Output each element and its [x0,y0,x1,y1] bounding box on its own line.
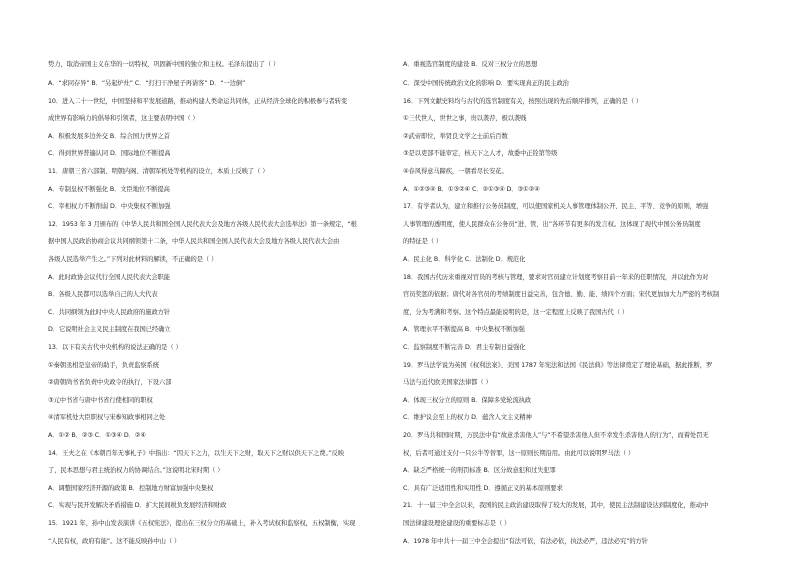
text-line: ②唐朝尚书省负责中央政令的执行，下设六部 [48,379,172,386]
option-line: A．①② B．②③ C．①③④ D．②④ [48,432,146,439]
text-line: ③是以吏部不能审定，核天下之人才，故委中正铨第等级 [403,150,558,157]
question-14: 14．王夫之在《本朝百年无事札子》中指出：“因天下之力，以生天下之财，取天下之财以供天下之费。”反映 [48,450,345,457]
option-line: C．共同纲领为此时中央人民政府的施政方针 [48,309,171,316]
option-line: D．它说明社会主义民主制度在我国已经确立 [48,326,171,333]
text-line: ④春风得意马蹄疾，一朝看尽长安花。 [403,168,508,175]
option-line: C．实现与民开发解决矛盾措施 D．扩大民间税负发展经济和财政 [48,502,227,509]
question-11: 11．唐朝三省六部制、明朝内阁、清朝军机处等机构的设立，本质上反映了（ ） [48,168,269,175]
option-line: A．专制皇权不断强化 B．文臣地位不断提高 [48,186,170,193]
text-line: ②武帝即位，举贤良文学之士前后百数 [403,133,508,140]
option-line: A．民主化 B．科学化 C．法制化 D．规范化 [403,256,526,263]
question-12: 12．1953 年 3 月颁布的《中华人民共和国全国人民代表大会及地方各级人民代表大会选举法》第一条规定，“根 [48,221,357,228]
option-line: C．深受中国传统政治文化的影响 D．要实现真正的民主政治 [403,80,569,87]
question-19: 19．罗马法学说为英国《权利法案》、美国 1787 年宪法和法国《民法典》等法律奠定了理论基础，据此推断，罗 [403,362,713,369]
text-line: ①三代世人，世世之事，贵以袭荐，极以袭贱 [403,115,527,122]
text-line: 成世界有影响力的倡导和引领者，这主要表明中国（ ） [48,115,199,122]
option-line: A．调整国家经济开源的政策 B．控制地方财富加强中央集权 [48,485,214,492]
text-line: 官员奖惩的依据；唐代对各官员的考绩制度日益完善，包含德、勤、能、绩四个方面；宋代更加加大力严密的考核制 [403,291,720,298]
option-line: A．体现三权分立的原则 B．保障多党轮流执政 [403,397,532,404]
option-line: B．各级人民都可以选举自己的人大代表 [48,291,158,298]
text-line: 势力，取消帝国主义在华的一切特权，巩固新中国的独立和主权。毛泽东提出了（ ） [48,61,280,68]
question-10: 10．进入二十一世纪，中国坚持和平发展道路，推动构建人类命运共同体，正从经济全球化的积极参与者转变 [48,98,348,105]
option-line: A．1978 年中共十一届三中全会提出“有法可依，有法必依，执法必严，违法必究”的方针 [403,538,648,545]
option-line: C．得到世界普遍认同 D．国际地位不断提高 [48,150,171,157]
text-line: 各级人民选举产生之。”下列对此材料的解读，不正确的是（ ） [48,256,218,263]
option-line: A．缺乏严格统一的刑罚标准 B．区分故意犯和过失犯罪 [403,467,556,474]
question-17: 17．有学者认为，建立和推行公务员制度，可以使国家机关人事管理体制公开、民主、平等、竞争的原则，增强 [403,203,709,210]
text-line: ④清军机处大臣职权与宋参知政事相同之处 [48,414,166,421]
question-16: 16．下列文献史料均与古代的选官制度有关，按照出现的先后顺序排列，正确的是（ ） [403,98,642,105]
text-line: 度，分为考满和考察。这个特点最能说明的是，这一定程度上反映了我国古代（ ） [403,309,628,316]
option-line: A．重视选官制度的建设 B．反对三权分立的思想 [403,61,538,68]
text-line: 马法与近代欧美国家法律都（ ） [403,379,492,386]
option-line: C．监察制度不断完善 D．君主专制日益强化 [403,344,526,351]
text-line: 国法律建设理论建设的重要标志是（ ） [403,520,511,527]
question-18: 18．我国古代历来重视对官员的考核与管理，要求对官员建立计划度考察目前一年来的任职情况，并以此作为对 [403,274,709,281]
option-line: A．积极发展多边外交 B．综合国力世界之首 [48,133,170,140]
option-line: A．管理水平不断提高 B．中央集权不断加强 [403,326,525,333]
text-line: 的特征是（ ） [403,238,443,245]
text-line: 了，民本思想与君主统治权力的协调结合。”这说明北宋时期（ ） [48,467,224,474]
text-line: ③元中书省与唐中书省行使相同的职权 [48,397,153,404]
text-line: 据中国人民政治协商会议共同纲领第十二条，中华人民共和国全国人民代表大会及地方各级人民代表大会由 [48,238,340,245]
question-21: 21．十一届三中全会以来，我国的民主政治建设取得了较大的发展，其中，使民主法制建设达到制度化，推动中 [403,502,709,509]
question-13: 13．以下有关古代中央机构的说法正确的是（ ） [48,344,182,351]
text-line: ①秦朝丞相是皇帝的助手，负责监察系统 [48,362,159,369]
option-line: C．维护议会至上的权力 D．蕴含人文主义精神 [403,414,532,421]
text-line: 权，后者可通过支付一只公牛等替罪，这一原则长期沿用。由此可以说明罗马法（ ） [403,450,635,457]
question-15: 15．1921 年，孙中山发表演讲《五权宪法》，提出在三权分立的基础上，补入考试权和监察权，五权制衡，实现 [48,520,356,527]
text-line: “人民有权，政府有能”。这不能反映孙中山（ ） [48,538,181,545]
option-line: C．宰相权力不断削弱 D．中央集权不断加强 [48,203,171,210]
text-line: 人事管理的透明度，使人民群众在公务员“进、管、出”各环节有更多的发言权。这体现了现代中国公务员制度 [403,221,701,228]
text-line: A．“求同存异” B．“另起炉灶” C．“打扫干净屋子再请客” D．“一边倒” [48,80,246,87]
option-line: A．①②③④ B．①③②④ C．②①③④ D．③①②④ [403,186,540,193]
option-line: A．此时政协会议代行全国人民代表大会职能 [48,274,170,281]
option-line: C．具有广泛适用性和实用性 D．遵循正义的基本原则要求 [403,485,563,492]
question-20: 20．罗马共和国时期，万民法中有“故意杀害他人”与“不希望杀害他人但不幸发生杀害他人的行为”，而着处罚无 [403,432,709,439]
